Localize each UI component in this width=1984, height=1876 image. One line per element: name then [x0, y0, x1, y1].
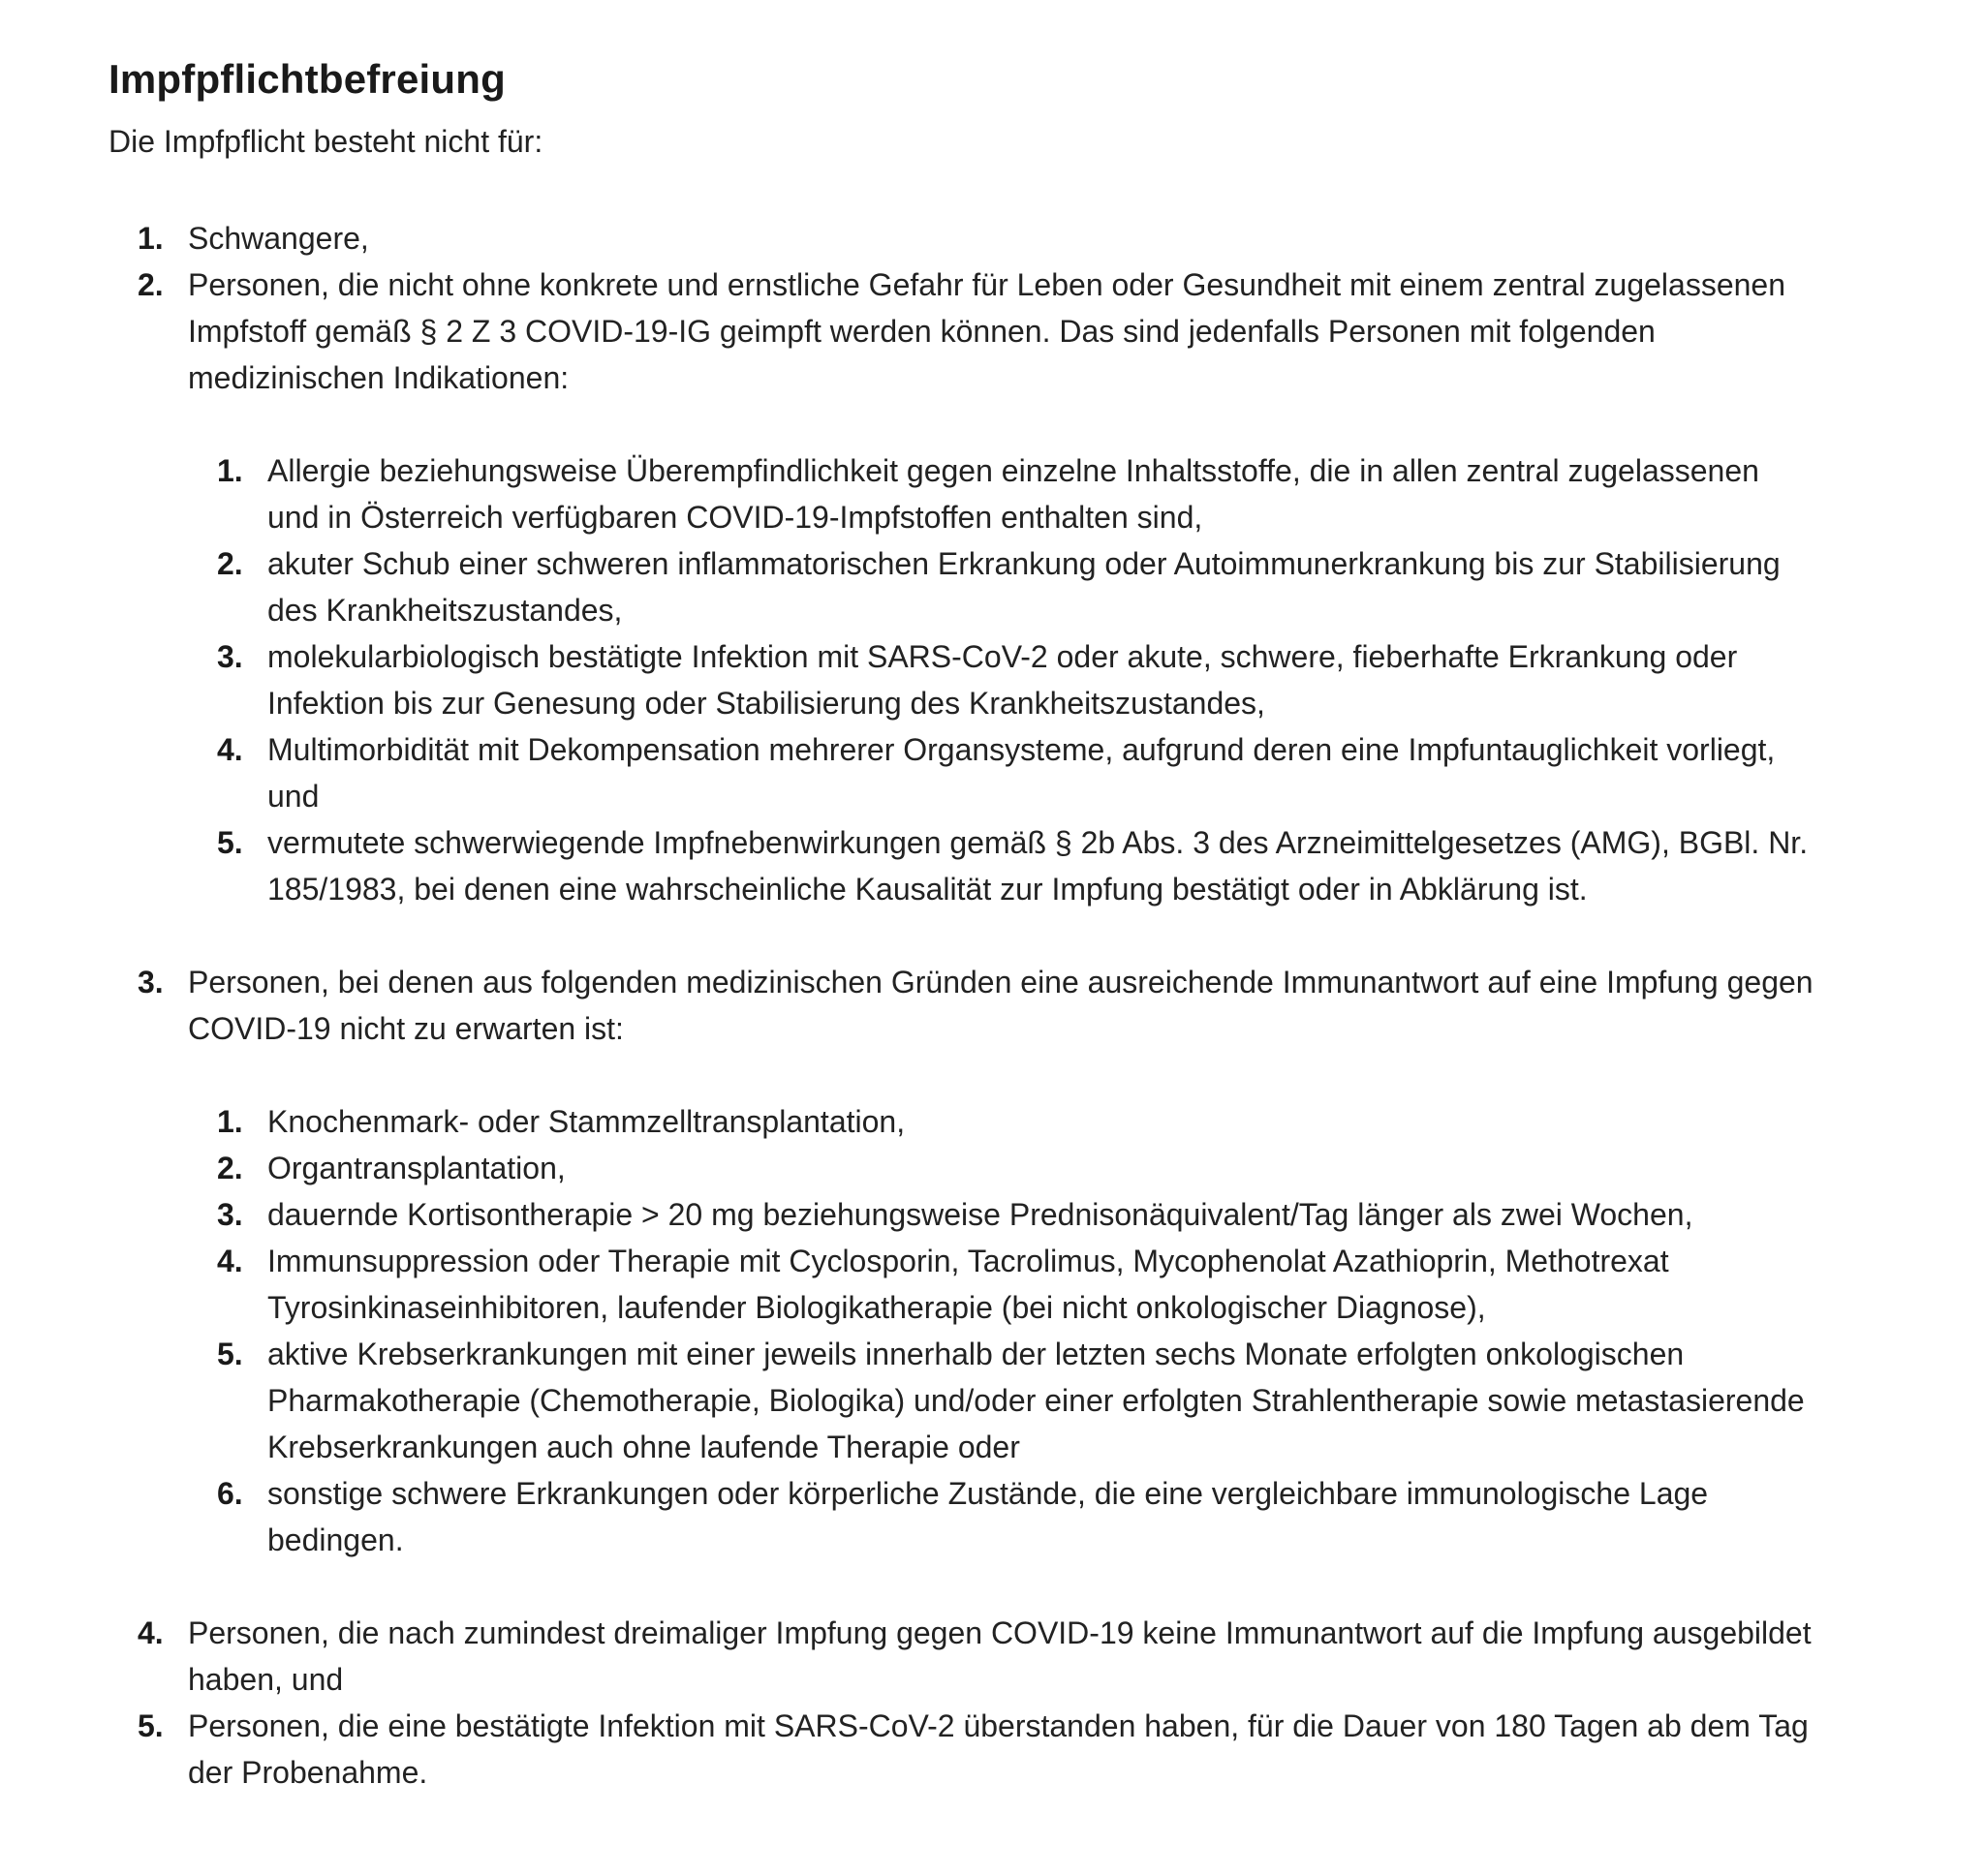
- sub-list-item-text: sonstige schwere Erkrankungen oder körperliche Zustände, die eine vergleichbare immunologische Lage bedingen.: [267, 1476, 1709, 1557]
- sub-list-item-text: Immunsuppression oder Therapie mit Cyclosporin, Tacrolimus, Mycophenolat Azathioprin, Methotrexat Tyrosinkinaseinhibitoren, laufender Biologikatherapie (bei nicht onkologischer Diagnose),: [267, 1244, 1669, 1325]
- list-item: [108, 215, 1814, 261]
- sub-list-item: [188, 540, 1814, 633]
- sub-list-item-text: Knochenmark- oder Stammzelltransplantation,: [267, 1104, 906, 1139]
- list-number: 4.: [138, 1615, 164, 1650]
- sub-list-item-text: Organtransplantation,: [267, 1151, 566, 1185]
- sub-list-number: 1.: [217, 453, 243, 488]
- list-item: [108, 261, 1814, 912]
- list-item-text: Personen, die nach zumindest dreimaliger Impfung gegen COVID-19 keine Immunantwort auf die Impfung ausgebildet haben, und: [188, 1615, 1812, 1697]
- medical-indications-list: [188, 447, 1814, 912]
- intro-text: Die Impfpflicht besteht nicht für:: [108, 124, 543, 159]
- sub-list-item: [188, 1145, 1814, 1191]
- sub-list-item-text: akuter Schub einer schweren inflammatorischen Erkrankung oder Autoimmunerkrankung bis zur Stabilisierung des Krankheitszustandes,: [267, 546, 1781, 628]
- immune-response-list: [188, 1098, 1814, 1563]
- list-item: [108, 1703, 1814, 1796]
- list-number: 3.: [138, 965, 164, 1000]
- sub-list-item-text: aktive Krebserkrankungen mit einer jeweils innerhalb der letzten sechs Monate erfolgten onkologischen Pharmakotherapie (Chemotherapie, Biologika) und/oder einer erfolgten Strahlentherapie sowie metastasierende Krebserkrankungen auch ohne laufende Therapie oder: [267, 1337, 1805, 1464]
- sub-list-item: [188, 1238, 1814, 1331]
- sub-list-item-text: Multimorbidität mit Dekompensation mehrerer Organsysteme, aufgrund deren eine Impfuntauglichkeit vorliegt, und: [267, 732, 1776, 814]
- sub-list-number: 6.: [217, 1476, 243, 1511]
- list-item-text: Personen, die eine bestätigte Infektion mit SARS-CoV-2 überstanden haben, für die Dauer von 180 Tagen ab dem Tag der Probenahme.: [188, 1708, 1809, 1790]
- sub-list-item: [188, 1191, 1814, 1238]
- sub-list-number: 4.: [217, 1244, 243, 1278]
- list-number: 2.: [138, 267, 164, 302]
- sub-list-number: 2.: [217, 546, 243, 581]
- sub-list-item: [188, 1098, 1814, 1145]
- list-number: 1.: [138, 221, 164, 256]
- page-title: Impfpflichtbefreiung: [108, 56, 506, 102]
- sub-list-item-text: Allergie beziehungsweise Überempfindlichkeit gegen einzelne Inhaltsstoffe, die in allen zentral zugelassenen und in Österreich verfügbaren COVID-19-Impfstoffen enthalten sind,: [267, 453, 1759, 535]
- list-item-text: Schwangere,: [188, 221, 369, 256]
- list-item: [108, 959, 1814, 1563]
- sub-list-number: 4.: [217, 732, 243, 767]
- sub-list-item-text: dauernde Kortisontherapie > 20 mg beziehungsweise Prednisonäquivalent/Tag länger als zwei Wochen,: [267, 1197, 1693, 1232]
- sub-list-number: 2.: [217, 1151, 243, 1185]
- list-item: [108, 1610, 1814, 1703]
- sub-list-item-text: vermutete schwerwiegende Impfnebenwirkungen gemäß § 2b Abs. 3 des Arzneimittelgesetzes (AMG), BGBl. Nr. 185/1983, bei denen eine wahrscheinliche Kausalität zur Impfung bestätigt oder in Abklärung ist.: [267, 825, 1809, 907]
- sub-list-number: 1.: [217, 1104, 243, 1139]
- sub-list-number: 3.: [217, 1197, 243, 1232]
- sub-list-item: [188, 447, 1814, 540]
- list-number: 5.: [138, 1708, 164, 1743]
- sub-list-item-text: molekularbiologisch bestätigte Infektion mit SARS-CoV-2 oder akute, schwere, fieberhafte Erkrankung oder Infektion bis zur Genesung oder Stabilisierung des Krankheitszustandes,: [267, 639, 1738, 721]
- sub-list-number: 3.: [217, 639, 243, 674]
- sub-list-item: [188, 633, 1814, 726]
- sub-list-number: 5.: [217, 825, 243, 860]
- sub-list-number: 5.: [217, 1337, 243, 1371]
- list-item-text: Personen, bei denen aus folgenden medizinischen Gründen eine ausreichende Immunantwort auf eine Impfung gegen COVID-19 nicht zu erwarten ist:: [188, 965, 1814, 1046]
- sub-list-item: [188, 726, 1814, 819]
- sub-list-item: [188, 819, 1814, 912]
- sub-list-item: [188, 1470, 1814, 1563]
- sub-list-item: [188, 1331, 1814, 1470]
- list-item-text: Personen, die nicht ohne konkrete und ernstliche Gefahr für Leben oder Gesundheit mit einem zentral zugelassenen Impfstoff gemäß § 2 Z 3 COVID-19-IG geimpft werden können. Das sind jedenfalls Personen mit folgenden medizinischen Indikationen:: [188, 267, 1786, 395]
- exemption-list: [108, 215, 1814, 1796]
